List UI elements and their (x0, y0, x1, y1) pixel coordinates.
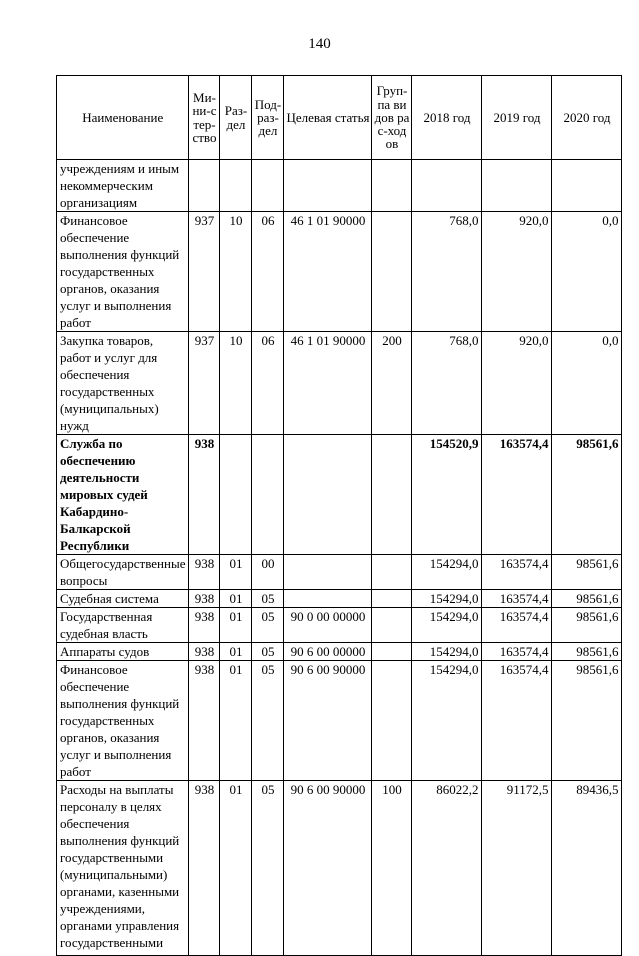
cell-name: Финансовое обеспечение выполнения функций государственных органов, оказания услуг и выполнения работ (57, 661, 189, 781)
cell-expense-group (372, 435, 412, 555)
cell-2019 (482, 160, 552, 212)
col-header-expense-group: Груп-па видов рас-ходов (372, 76, 412, 160)
cell-2020: 98561,6 (552, 608, 622, 643)
col-header-subsection: Под-раз-дел (252, 76, 284, 160)
cell-ministry (189, 160, 220, 212)
cell-2020: 98561,6 (552, 555, 622, 590)
cell-2018: 768,0 (412, 212, 482, 332)
cell-2019: 163574,4 (482, 590, 552, 608)
cell-2020: 98561,6 (552, 435, 622, 555)
cell-2018: 154294,0 (412, 661, 482, 781)
cell-expense-group (372, 212, 412, 332)
cell-section: 10 (220, 212, 252, 332)
cell-expense-group (372, 643, 412, 661)
cell-section: 01 (220, 608, 252, 643)
cell-2019: 91172,5 (482, 781, 552, 956)
col-header-2020: 2020 год (552, 76, 622, 160)
cell-section: 01 (220, 590, 252, 608)
cell-ministry: 938 (189, 435, 220, 555)
cell-name: Расходы на выплаты персоналу в целях обеспечения выполнения функций государственными (муниципальными) органами, казенными учреждениями, органами управления государственными (57, 781, 189, 956)
table-row (57, 555, 622, 590)
cell-2018 (412, 160, 482, 212)
cell-2018: 86022,2 (412, 781, 482, 956)
cell-target (284, 160, 372, 212)
cell-ministry: 938 (189, 555, 220, 590)
cell-target (284, 555, 372, 590)
cell-subsection: 06 (252, 332, 284, 435)
cell-name: Судебная система (57, 590, 189, 608)
cell-ministry: 938 (189, 661, 220, 781)
cell-2020: 89436,5 (552, 781, 622, 956)
cell-2018: 154294,0 (412, 608, 482, 643)
cell-ministry: 937 (189, 332, 220, 435)
cell-2019: 920,0 (482, 212, 552, 332)
table-row (57, 212, 622, 332)
cell-expense-group (372, 608, 412, 643)
cell-name: Общегосударственные вопросы (57, 555, 189, 590)
cell-2019: 163574,4 (482, 555, 552, 590)
cell-2019: 163574,4 (482, 608, 552, 643)
cell-ministry: 938 (189, 590, 220, 608)
cell-expense-group: 100 (372, 781, 412, 956)
cell-subsection: 05 (252, 661, 284, 781)
table-row (57, 661, 622, 781)
cell-2020: 0,0 (552, 332, 622, 435)
cell-name: Государственная судебная власть (57, 608, 189, 643)
table-row (57, 435, 622, 555)
cell-section: 01 (220, 661, 252, 781)
cell-subsection: 06 (252, 212, 284, 332)
cell-target (284, 435, 372, 555)
cell-ministry: 937 (189, 212, 220, 332)
col-header-name: Наименование (57, 76, 189, 160)
cell-section: 01 (220, 555, 252, 590)
cell-expense-group (372, 555, 412, 590)
cell-2020: 98561,6 (552, 590, 622, 608)
cell-2019: 163574,4 (482, 661, 552, 781)
cell-2018: 154294,0 (412, 590, 482, 608)
page-number: 140 (308, 36, 331, 52)
cell-subsection: 05 (252, 781, 284, 956)
cell-section: 10 (220, 332, 252, 435)
col-header-2019: 2019 год (482, 76, 552, 160)
cell-expense-group: 200 (372, 332, 412, 435)
col-header-target: Целевая статья (284, 76, 372, 160)
cell-target: 90 6 00 00000 (284, 643, 372, 661)
cell-section: 01 (220, 781, 252, 956)
cell-2018: 768,0 (412, 332, 482, 435)
cell-subsection: 05 (252, 643, 284, 661)
cell-name: Финансовое обеспечение выполнения функций государственных органов, оказания услуг и выполнения работ (57, 212, 189, 332)
cell-name: Аппараты судов (57, 643, 189, 661)
cell-2020: 98561,6 (552, 643, 622, 661)
header-row (57, 76, 622, 160)
cell-expense-group (372, 590, 412, 608)
cell-name: учреждениям и иным некоммерческим организациям (57, 160, 189, 212)
cell-ministry: 938 (189, 781, 220, 956)
cell-target (284, 590, 372, 608)
cell-2020: 0,0 (552, 212, 622, 332)
cell-subsection: 05 (252, 608, 284, 643)
cell-subsection (252, 160, 284, 212)
cell-section: 01 (220, 643, 252, 661)
cell-2020: 98561,6 (552, 661, 622, 781)
cell-ministry: 938 (189, 643, 220, 661)
cell-subsection: 00 (252, 555, 284, 590)
cell-2018: 154520,9 (412, 435, 482, 555)
table-row (57, 332, 622, 435)
cell-section (220, 435, 252, 555)
col-header-section: Раз-дел (220, 76, 252, 160)
cell-ministry: 938 (189, 608, 220, 643)
cell-2018: 154294,0 (412, 643, 482, 661)
cell-2018: 154294,0 (412, 555, 482, 590)
cell-target: 90 0 00 00000 (284, 608, 372, 643)
table-row (57, 160, 622, 212)
cell-subsection (252, 435, 284, 555)
budget-table (56, 75, 622, 956)
cell-name: Закупка товаров, работ и услуг для обеспечения государственных (муниципальных) нужд (57, 332, 189, 435)
cell-name: Служба по обеспечению деятельности мировых судей Кабардино-Балкарской Республики (57, 435, 189, 555)
cell-target: 90 6 00 90000 (284, 661, 372, 781)
table-row (57, 608, 622, 643)
col-header-2018: 2018 год (412, 76, 482, 160)
cell-2020 (552, 160, 622, 212)
table-row (57, 590, 622, 608)
cell-section (220, 160, 252, 212)
table-row (57, 781, 622, 956)
col-header-ministry: Ми-ни-стер-ство (189, 76, 220, 160)
table-row (57, 643, 622, 661)
cell-target: 90 6 00 90000 (284, 781, 372, 956)
cell-2019: 163574,4 (482, 435, 552, 555)
cell-2019: 163574,4 (482, 643, 552, 661)
cell-2019: 920,0 (482, 332, 552, 435)
cell-target: 46 1 01 90000 (284, 332, 372, 435)
cell-target: 46 1 01 90000 (284, 212, 372, 332)
cell-expense-group (372, 160, 412, 212)
cell-subsection: 05 (252, 590, 284, 608)
cell-expense-group (372, 661, 412, 781)
